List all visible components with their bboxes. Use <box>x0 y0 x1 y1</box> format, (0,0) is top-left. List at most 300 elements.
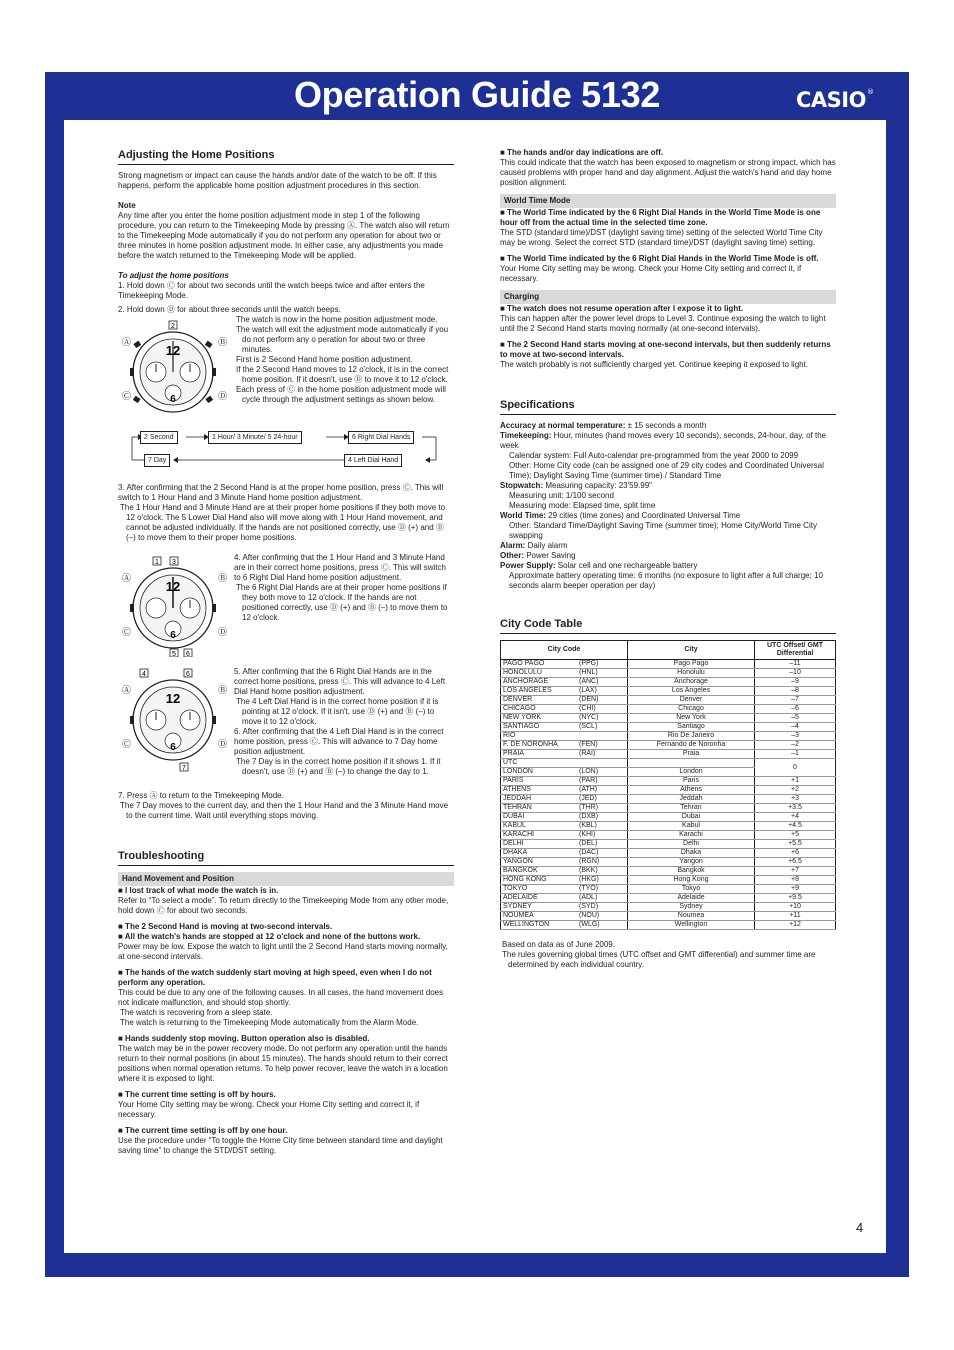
city-code-name: HONG KONG <box>503 876 547 883</box>
tr-item-body: Use the procedure under “To toggle the Home City time between standard time and daylight saving time” to change the STD/DST setting. <box>118 1136 443 1155</box>
table-row <box>501 759 836 768</box>
utc-cell: +4.5 <box>755 822 836 831</box>
city-code-abbr: (ATH) <box>579 786 598 793</box>
table-row <box>501 804 836 813</box>
city-code-abbr: (SCL) <box>579 723 598 730</box>
spec-text: ± 15 seconds a month <box>625 421 707 430</box>
city-code-cell <box>501 894 628 903</box>
city-code-cell <box>501 777 628 786</box>
city-code-name: RIO <box>503 732 516 739</box>
svg-text:12: 12 <box>165 579 181 594</box>
city-code-cell <box>501 858 628 867</box>
city-code-name: KARACHI <box>503 831 535 838</box>
utc-cell: –6 <box>755 705 836 714</box>
table-row <box>501 840 836 849</box>
step-1: 1. Hold down Ⓒ for about two seconds until the watch beeps twice and after enters the Timekeeping Mode. <box>118 281 425 300</box>
figure-1-bullets <box>234 315 454 405</box>
city-cell: Los Angeles <box>628 687 755 696</box>
spec-item <box>500 521 836 541</box>
tr-item-head: ■ The hands of the watch suddenly start moving at high speed, even when I do not perform any operation. <box>118 968 432 987</box>
spec-item <box>500 501 836 511</box>
city-code-cell <box>501 813 628 822</box>
svg-text:12: 12 <box>165 691 181 706</box>
spec-item <box>500 491 836 501</box>
utc-cell: +5 <box>755 831 836 840</box>
city-code-abbr: (TYO) <box>579 885 599 892</box>
utc-cell: –5 <box>755 714 836 723</box>
city-code-name: UTC <box>503 759 518 766</box>
tr-item-bullet: The watch is returning to the Timekeeping Mode automatically from the Alarm Mode. <box>120 1018 419 1027</box>
spec-text: Solar cell and one rechargeable battery <box>555 561 698 570</box>
city-cell: Jeddah <box>628 795 755 804</box>
city-code-name: LONDON <box>503 768 533 775</box>
city-code-abbr: (RGN) <box>579 858 600 865</box>
city-code-name: ANCHORAGE <box>503 678 549 685</box>
registered-mark: ® <box>866 88 874 96</box>
tr-item-head: ■ Hands suddenly stop moving. Button operation also is disabled. <box>118 1034 370 1043</box>
city-code-name: TOKYO <box>503 885 528 892</box>
table-row <box>501 786 836 795</box>
city-code-abbr: (NOU) <box>579 912 600 919</box>
figure-step-2 <box>118 315 454 423</box>
watch-diagram-2 <box>118 553 230 657</box>
table-row <box>501 723 836 732</box>
city-cell: Dubai <box>628 813 755 822</box>
utc-cell: +6.5 <box>755 858 836 867</box>
city-cell: Rio De Janeiro <box>628 732 755 741</box>
city-code-cell <box>501 903 628 912</box>
svg-text:6: 6 <box>186 651 190 657</box>
utc-cell: 0 <box>755 759 836 777</box>
spec-text: Daily alarm <box>525 541 568 550</box>
city-code-cell <box>501 822 628 831</box>
bullet: The watch will exit the adjustment mode automatically if you do not perform any o peration for about two or three minutes. <box>236 325 449 354</box>
figure-step-5 <box>118 667 454 791</box>
cycle-box-right-dial: 6 Right Dial Hands <box>348 431 414 444</box>
utc-cell: +10 <box>755 903 836 912</box>
city-code-abbr: (THR) <box>579 804 599 811</box>
city-code-abbr: (NYC) <box>579 714 599 721</box>
spec-label: Alarm: <box>500 541 526 550</box>
band-world-time: World Time Mode <box>500 194 836 208</box>
city-code-cell <box>501 687 628 696</box>
svg-text:Ⓐ: Ⓐ <box>122 574 132 584</box>
utc-cell: –9 <box>755 678 836 687</box>
utc-cell: +12 <box>755 921 836 930</box>
city-code-cell <box>501 912 628 921</box>
step-4: 4. After confirming that the 1 Hour Hand and 3 Minute Hand are in their correct home positions, press Ⓒ. This will switch to 6 Right Dial Hand home position adjustment. <box>234 553 446 582</box>
table-row <box>501 687 836 696</box>
city-code-name: ADELAIDE <box>503 894 538 901</box>
city-code-cell <box>501 786 628 795</box>
city-code-abbr: (ADL) <box>579 894 598 901</box>
figure-step-4 <box>118 553 454 657</box>
tr-item-head: ■ The World Time indicated by the 6 Right Dial Hands in the World Time Mode is one hour off from the actual time in the selected time zone. <box>500 208 821 227</box>
city-cell: Santiago <box>628 723 755 732</box>
svg-text:Ⓓ: Ⓓ <box>218 740 228 750</box>
right-column <box>500 148 836 970</box>
table-note: Based on data as of June 2009. <box>502 940 615 949</box>
table-row <box>501 660 836 669</box>
utc-cell: +9 <box>755 885 836 894</box>
page-title: Operation Guide 5132 <box>293 74 661 115</box>
intro-text: Strong magnetism or impact can cause the hands and/or date of the watch to be off. If this happens, perform the applicable home position adjustment procedures in this section. <box>118 171 437 190</box>
utc-cell: +2 <box>755 786 836 795</box>
utc-cell: –3 <box>755 732 836 741</box>
city-code-abbr: (SYD) <box>579 903 599 910</box>
utc-cell: –8 <box>755 687 836 696</box>
tr-item-head: ■ The World Time indicated by the 6 Right Dial Hands in the World Time Mode is off. <box>500 254 819 263</box>
utc-cell: –11 <box>755 660 836 669</box>
svg-text:Ⓐ: Ⓐ <box>122 686 132 696</box>
tr-item-body: This could be due to any one of the following causes. In all cases, the hand movement does not indicate malfunction, and should stop shortly. <box>118 988 444 1007</box>
bullet: If the 2 Second Hand moves to 12 o'clock, it is in the correct home position. If it doesn't, use Ⓓ to move it to 12 o'clock. <box>236 365 449 384</box>
city-code-name: JEDDAH <box>503 795 532 802</box>
city-code-abbr: (CHI) <box>579 705 596 712</box>
city-code-abbr: (KHI) <box>579 831 596 838</box>
city-code-abbr: (LAX) <box>579 687 597 694</box>
city-cell: Yangon <box>628 858 755 867</box>
spec-text: Measuring unit: 1/100 second <box>509 491 614 500</box>
city-code-abbr: (ANC) <box>579 678 599 685</box>
city-code-abbr: (BKK) <box>579 867 598 874</box>
utc-cell: +9.5 <box>755 894 836 903</box>
svg-text:1: 1 <box>155 559 159 566</box>
bullet: The watch is now in the home position adjustment mode. <box>236 315 438 324</box>
city-cell: Delhi <box>628 840 755 849</box>
city-cell: Bangkok <box>628 867 755 876</box>
spec-item <box>500 431 836 451</box>
spec-item <box>500 461 836 481</box>
adjustment-cycle-diagram <box>118 429 454 473</box>
tr-item-head: ■ All the watch's hands are stopped at 12 o'clock and none of the buttons work. <box>118 932 421 941</box>
section-heading-home-positions: Adjusting the Home Positions <box>118 148 454 165</box>
table-row <box>501 894 836 903</box>
spec-label: Power Supply: <box>500 561 556 570</box>
table-row <box>501 885 836 894</box>
city-code-name: CHICAGO <box>503 705 536 712</box>
city-code-name: TEHRAN <box>503 804 532 811</box>
note-text: Any time after you enter the home position adjustment mode in step 1 of the following procedure, you can return to the Timekeeping Mode by pressing Ⓐ. The watch also will return to the Timekeeping Mode automatically if you do not perform any operation for about two or three minutes in home position adjustment mode. In either case, any adjustments you made before the watch returned to the Timekeeping Mode will be applied. <box>118 211 450 260</box>
spec-label: Stopwatch: <box>500 481 544 490</box>
city-cell: Chicago <box>628 705 755 714</box>
city-code-abbr: (HNL) <box>579 669 598 676</box>
watch-diagram-3 <box>118 667 230 775</box>
watch-diagram-1 <box>118 315 230 419</box>
city-cell: Dhaka <box>628 849 755 858</box>
city-cell: Pago Pago <box>628 660 755 669</box>
city-code-abbr: (PAR) <box>579 777 598 784</box>
spec-item <box>500 541 836 551</box>
table-row <box>501 831 836 840</box>
city-code-name: DELHI <box>503 840 524 847</box>
city-code-cell <box>501 660 628 669</box>
table-note: The rules governing global times (UTC offset and GMT differential) and summer time are determined by each individual country. <box>502 950 816 969</box>
tr-item-body: The watch probably is not sufficiently charged yet. Continue keeping it exposed to light. <box>500 360 809 369</box>
utc-cell: –7 <box>755 696 836 705</box>
city-code-cell <box>501 867 628 876</box>
city-code-name: YANGON <box>503 858 533 865</box>
utc-cell: +1 <box>755 777 836 786</box>
city-code-abbr: (DEL) <box>579 840 598 847</box>
brand-name: CASIO <box>796 88 866 112</box>
city-code-cell <box>501 732 628 741</box>
svg-text:Ⓓ: Ⓓ <box>218 628 228 638</box>
spec-label: Timekeeping: <box>500 431 552 440</box>
city-cell: Athens <box>628 786 755 795</box>
left-column <box>118 148 454 1156</box>
city-code-name: F. DE NORONHA <box>503 741 558 748</box>
city-code-cell <box>501 849 628 858</box>
col-header-city-code: City Code <box>501 641 628 660</box>
cycle-box-left-dial: 4 Left Dial Hand <box>344 454 402 467</box>
utc-cell: +3 <box>755 795 836 804</box>
table-row <box>501 777 836 786</box>
spec-item <box>500 481 836 491</box>
tr-item-head: ■ The 2 Second Hand starts moving at one-second intervals, but then suddenly returns to move at two-second intervals. <box>500 340 831 359</box>
city-code-name: DENVER <box>503 696 533 703</box>
city-code-name: LOS ANGELES <box>503 687 552 694</box>
city-code-cell <box>501 876 628 885</box>
city-code-name: WELLINGTON <box>503 921 550 928</box>
city-code-abbr: (WLG) <box>579 921 600 928</box>
city-cell: Hong Kong <box>628 876 755 885</box>
svg-text:2: 2 <box>171 323 175 330</box>
band-charging: Charging <box>500 290 836 304</box>
svg-text:4: 4 <box>142 671 146 678</box>
city-code-cell <box>501 804 628 813</box>
city-code-abbr: (DAC) <box>579 849 599 856</box>
city-cell: Tokyo <box>628 885 755 894</box>
city-code-cell <box>501 705 628 714</box>
utc-cell: +7 <box>755 867 836 876</box>
svg-text:12: 12 <box>165 343 181 358</box>
table-row <box>501 921 836 930</box>
page-number: 4 <box>856 1220 864 1235</box>
svg-text:Ⓑ: Ⓑ <box>218 338 228 348</box>
spec-text: Other: Standard Time/Daylight Saving Time (summer time); Home City/World Time City swapping <box>509 521 817 540</box>
city-cell: Karachi <box>628 831 755 840</box>
spec-label: Other: <box>500 551 524 560</box>
svg-text:Ⓑ: Ⓑ <box>218 686 228 696</box>
city-code-cell <box>501 696 628 705</box>
procedure-title: To adjust the home positions <box>118 271 229 280</box>
city-code-cell <box>501 840 628 849</box>
svg-text:7: 7 <box>182 765 186 772</box>
section-heading-troubleshooting: Troubleshooting <box>118 849 454 866</box>
tr-item-bullet: The watch is recovering from a sleep state. <box>120 1008 273 1017</box>
spec-text: Power Saving <box>524 551 576 560</box>
spec-list <box>500 421 836 591</box>
spec-text: Calendar system: Full Auto-calendar pre-programmed from the year 2000 to 2099 <box>509 451 799 460</box>
section-heading-city-code-table: City Code Table <box>500 617 836 634</box>
city-code-cell <box>501 831 628 840</box>
city-cell: Praia <box>628 750 755 759</box>
city-cell: Sydney <box>628 903 755 912</box>
spec-text: 29 cities (time zones) and Coordinated Universal Time <box>545 511 741 520</box>
bullet: Each press of Ⓒ in the home position adjustment mode will cycle through the adjustment settings as shown below. <box>236 385 446 404</box>
city-code-name: DUBAI <box>503 813 525 820</box>
city-code-abbr: (KBL) <box>579 822 597 829</box>
spec-item <box>500 421 836 431</box>
table-row <box>501 741 836 750</box>
city-code-abbr: (FEN) <box>579 741 598 748</box>
figure-3-text <box>234 667 454 777</box>
cycle-box-hour-minute: 1 Hour/ 3 Minute/ 5 24-hour <box>208 431 302 444</box>
svg-text:6: 6 <box>170 742 176 753</box>
city-code-cell <box>501 669 628 678</box>
svg-text:Ⓐ: Ⓐ <box>122 338 132 348</box>
section-heading-specifications: Specifications <box>500 398 836 415</box>
utc-cell: –2 <box>755 741 836 750</box>
utc-cell: +6 <box>755 849 836 858</box>
brand-logo <box>796 88 873 112</box>
svg-text:Ⓑ: Ⓑ <box>218 574 228 584</box>
table-row <box>501 876 836 885</box>
spec-label: Accuracy at normal temperature: <box>500 421 626 430</box>
city-code-cell <box>501 795 628 804</box>
table-row <box>501 678 836 687</box>
step-6: 6. After confirming that the 4 Left Dial Hand is in the correct home position, press Ⓒ. This will advance to 7 Day home position adjustment. <box>234 727 444 756</box>
tr-item-body: This can happen after the power level drops to Level 3. Continue exposing the watch to light until the 2 Second Hand starts moving normally (at one-second intervals). <box>500 314 826 333</box>
table-row <box>501 696 836 705</box>
city-code-name: DHAKA <box>503 849 528 856</box>
utc-cell: –1 <box>755 750 836 759</box>
utc-cell: +8 <box>755 876 836 885</box>
tr-item-body: The STD (standard time)/DST (daylight saving time) setting of the selected World Time City may be wrong. Select the correct STD (standard time)/DST (daylight saving time) setting. <box>500 228 823 247</box>
step-3-bullet: The 1 Hour Hand and 3 Minute Hand are at their proper home positions if they both move to 12 o'clock. The 5 Lower Dial Hand also will move along with 1 Hour Hand movement, and cannot be adjusted individually. If the hands are not positioned correctly, use Ⓓ (+) and Ⓑ (–) to move them to their proper home positions. <box>120 503 446 542</box>
tr-item-head: ■ The current time setting is off by hours. <box>118 1090 276 1099</box>
city-code-name: SANTIAGO <box>503 723 540 730</box>
spec-item <box>500 511 836 521</box>
note-label: Note <box>118 201 136 210</box>
svg-text:Ⓓ: Ⓓ <box>218 392 228 402</box>
tr-item-body: The watch may be in the power recovery mode. Do not perform any operation until the hands return to their normal positions (in about 15 minutes). The hands should return to their correct positions when normal operation returns. To help power recover, leave the watch in a location where it is exposed to light. <box>118 1044 448 1083</box>
table-row <box>501 714 836 723</box>
spec-text: Approximate battery operating time: 6 months (no exposure to light after a full charge; 10 seconds alarm beeper operation per day) <box>509 571 823 590</box>
city-code-cell <box>501 723 628 732</box>
utc-cell: +5.5 <box>755 840 836 849</box>
step-7-bullet: The 7 Day moves to the current day, and then the 1 Hour Hand and the 3 Minute Hand move to the current time. Wait until everything stops moving. <box>120 801 449 820</box>
spec-text: Measuring capacity: 23'59.99" <box>543 481 652 490</box>
city-code-name: BANGKOK <box>503 867 538 874</box>
spec-text: Other: Home City code (can be assigned one of 29 city codes and Coordinated Universal Time); Daylight Saving Time (summer time) / Standard Time <box>509 461 824 480</box>
spec-text: Hour, minutes (hand moves every 10 seconds), seconds, 24-hour, day, of the week <box>500 431 827 450</box>
tr-item-body: Your Home City setting may be wrong. Check your Home City setting and correct it, if necessary. <box>500 264 802 283</box>
utc-cell: +3.5 <box>755 804 836 813</box>
city-code-table <box>500 640 836 930</box>
tr-item-body: This could indicate that the watch has been exposed to magnetism or strong impact, which has caused problems with proper hand and day alignment. Adjust the watch's hand and day home position alignment. <box>500 158 836 187</box>
tr-item-head: ■ The hands and/or day indications are off. <box>500 148 664 157</box>
city-cell: New York <box>628 714 755 723</box>
step-3: 3. After confirming that the 2 Second Hand is at the proper home position, press Ⓒ. This will switch to 1 Hour Hand and 3 Minute Hand home position adjustment. <box>118 483 444 502</box>
city-code-cell <box>501 714 628 723</box>
table-row <box>501 849 836 858</box>
city-cell: Anchorage <box>628 678 755 687</box>
city-code-name: NOUMEA <box>503 912 534 919</box>
utc-cell: –4 <box>755 723 836 732</box>
spec-item <box>500 561 836 571</box>
city-cell: Noumea <box>628 912 755 921</box>
city-cell: Tehran <box>628 804 755 813</box>
svg-text:6: 6 <box>170 630 176 641</box>
city-cell: Denver <box>628 696 755 705</box>
step-7: 7. Press Ⓐ to return to the Timekeeping Mode. <box>118 791 284 800</box>
city-code-abbr: (HKG) <box>579 876 599 883</box>
city-code-abbr: (LON) <box>579 768 599 775</box>
svg-text:3: 3 <box>172 559 176 566</box>
table-row <box>501 858 836 867</box>
svg-text:Ⓒ: Ⓒ <box>122 392 132 402</box>
step-2: 2. Hold down Ⓓ for about three seconds until the watch beeps. <box>118 305 341 314</box>
tr-item-head: ■ I lost track of what mode the watch is in. <box>118 886 279 895</box>
city-code-abbr: (JED) <box>579 795 597 802</box>
tr-item-head: ■ The watch does not resume operation after I expose it to light. <box>500 304 744 313</box>
svg-text:5: 5 <box>172 651 176 657</box>
city-code-name: SYDNEY <box>503 903 532 910</box>
col-header-utc: UTC Offset/ GMT Differential <box>755 641 836 660</box>
city-code-cell <box>501 750 628 759</box>
spec-item <box>500 551 836 561</box>
table-row <box>501 903 836 912</box>
city-cell <box>628 759 755 768</box>
svg-text:Ⓒ: Ⓒ <box>122 740 132 750</box>
city-code-cell <box>501 885 628 894</box>
tr-item-head: ■ The 2 Second Hand is moving at two-second intervals. <box>118 922 333 931</box>
spec-label: World Time: <box>500 511 546 520</box>
col-header-city: City <box>628 641 755 660</box>
city-code-cell <box>501 921 628 930</box>
tr-item-body: Power may be low. Expose the watch to light until the 2 Second Hand starts moving normally, at one-second intervals. <box>118 942 448 961</box>
city-code-name: NEW YORK <box>503 714 541 721</box>
spec-text: Measuring mode: Elapsed time, split time <box>509 501 656 510</box>
step-5-bullet: The 4 Left Dial Hand is in the correct home position if it is pointing at 12 o'clock. If it isn't, use Ⓓ (+) and Ⓑ (–) to move it to 12 o'clock. <box>236 697 439 726</box>
utc-cell: –10 <box>755 669 836 678</box>
table-row <box>501 912 836 921</box>
city-cell: Kabul <box>628 822 755 831</box>
city-code-abbr: (PPG) <box>579 660 599 667</box>
tr-item-head: ■ The current time setting is off by one hour. <box>118 1126 288 1135</box>
spec-item <box>500 571 836 591</box>
city-code-cell <box>501 678 628 687</box>
table-row <box>501 705 836 714</box>
city-code-name: PARIS <box>503 777 524 784</box>
city-cell: Paris <box>628 777 755 786</box>
tr-item-body: Your Home City setting may be wrong. Check your Home City setting and correct it, if necessary. <box>118 1100 420 1119</box>
svg-text:6: 6 <box>186 671 190 678</box>
city-code-name: PAGO PAGO <box>503 660 545 667</box>
spec-item <box>500 451 836 461</box>
table-row <box>501 867 836 876</box>
step-6-bullet: The 7 Day is in the correct home position if it shows 1. If it doesn't, use Ⓓ (+) and Ⓑ (–) to change the day to 1. <box>236 757 441 776</box>
city-code-abbr: (DXB) <box>579 813 599 820</box>
city-cell: Honolulu <box>628 669 755 678</box>
table-row <box>501 669 836 678</box>
cycle-box-second: 2 Second <box>140 431 178 444</box>
svg-text:Ⓒ: Ⓒ <box>122 628 132 638</box>
utc-cell: +4 <box>755 813 836 822</box>
city-cell: Adelaide <box>628 894 755 903</box>
city-cell: London <box>628 768 755 777</box>
city-cell: Fernando de Noronha <box>628 741 755 750</box>
city-code-name: HONOLULU <box>503 669 542 676</box>
bullet: First is 2 Second Hand home position adjustment. <box>236 355 413 364</box>
figure-2-text <box>234 553 454 623</box>
table-row <box>501 795 836 804</box>
table-row <box>501 732 836 741</box>
city-cell: Wellington <box>628 921 755 930</box>
svg-text:6: 6 <box>170 394 176 405</box>
